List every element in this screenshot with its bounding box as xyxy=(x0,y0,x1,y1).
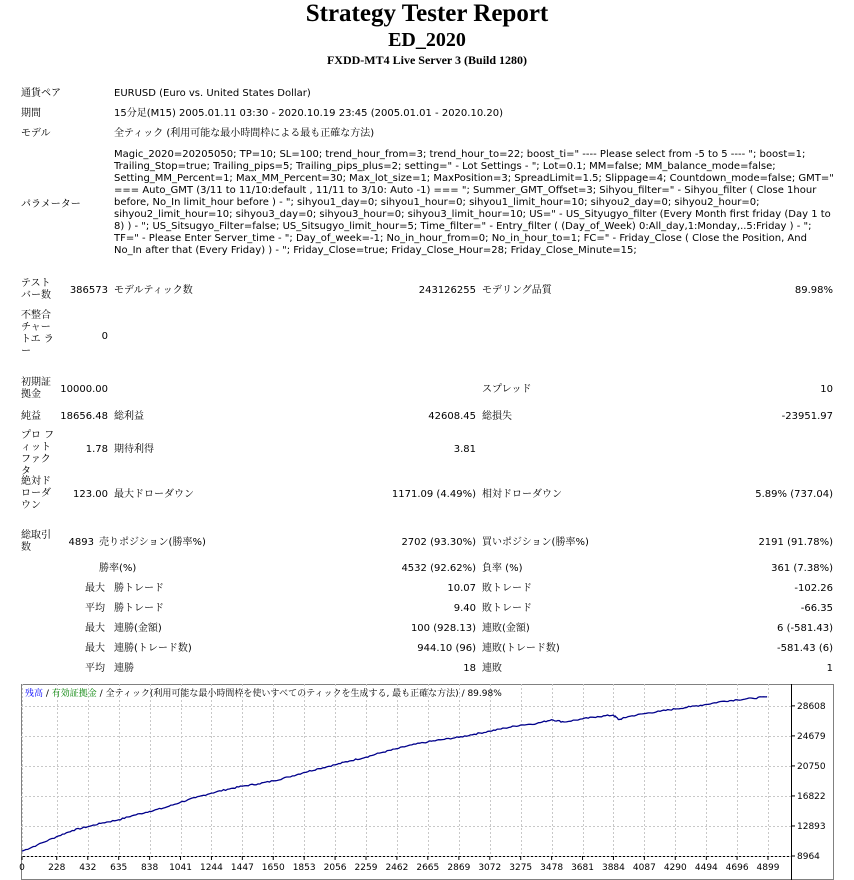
long-label: 買いポジション(勝率%) xyxy=(482,537,589,548)
legend-quality: / 89.98% xyxy=(458,689,502,699)
x-tick-label: 3681 xyxy=(571,863,594,873)
abs-dd-value: 123.00 xyxy=(73,489,108,500)
avg-consec-losses-label: 連敗 xyxy=(482,663,502,674)
consec-loss-label: 連敗(トレード数) xyxy=(482,643,560,654)
win-rate-label: 勝率(%) xyxy=(99,563,137,574)
rel-dd-label: 相対ドローダウン xyxy=(482,489,562,500)
chart-frame xyxy=(22,685,834,880)
consec-loss-value: -581.43 (6) xyxy=(777,643,833,654)
ticks-value: 243126255 xyxy=(418,285,476,296)
model-label: モデル xyxy=(21,128,51,139)
x-tick-label: 1853 xyxy=(292,863,316,873)
gross-loss-value: -23951.97 xyxy=(781,411,833,422)
x-tick-label: 2259 xyxy=(354,863,378,873)
legend-separator: / xyxy=(96,689,106,699)
y-tick-label: 12893 xyxy=(797,821,826,832)
gross-loss-label: 総損失 xyxy=(482,411,512,422)
largest-win-value: 10.07 xyxy=(447,583,476,594)
x-tick-label: 4087 xyxy=(632,863,656,873)
avg-consec-losses-value: 1 xyxy=(826,663,833,674)
period-label: 期間 xyxy=(21,108,41,119)
server-name: FXDD-MT4 Live Server 3 (Build 1280) xyxy=(326,53,528,67)
max-consec-label: 最大 xyxy=(85,623,105,634)
x-tick-label: 3478 xyxy=(540,863,564,873)
max-dd-label: 最大ドローダウン xyxy=(114,489,194,500)
spread-value: 10 xyxy=(820,384,833,395)
abs-dd-label: 絶対ド ローダ ウン xyxy=(21,476,51,511)
x-tick-label: 1244 xyxy=(199,863,223,873)
pf-label: プロ フィット ファクタ xyxy=(21,430,55,477)
largest-loss-value: -102.26 xyxy=(794,583,833,594)
period-value: 15分足(M15) 2005.01.11 03:30 - 2020.10.19 23:45 (2005.01.01 - 2020.10.20) xyxy=(114,108,503,119)
x-tick-label: 228 xyxy=(48,863,66,873)
avg-win-value: 9.40 xyxy=(453,603,476,614)
x-tick-label: 4494 xyxy=(694,863,718,873)
x-tick-label: 4290 xyxy=(663,863,687,873)
spread-label: スプレッド xyxy=(482,384,532,395)
consec-profit-value: 944.10 (96) xyxy=(417,643,476,654)
mismatch-label: 不整合 チャー トエ ラー xyxy=(21,310,54,357)
short-value: 2702 (93.30%) xyxy=(401,537,476,548)
legend-equity: 有効証拠金 xyxy=(51,689,97,699)
largest-label: 最大 xyxy=(85,583,105,594)
consec-wins-money-label: 連勝(金額) xyxy=(114,623,162,634)
x-tick-label: 838 xyxy=(141,863,159,873)
x-tick-label: 2665 xyxy=(416,863,440,873)
chart-legend xyxy=(25,686,502,699)
consec-wins-money-value: 100 (928.13) xyxy=(410,623,476,634)
expected-label: 期待利得 xyxy=(114,444,154,455)
x-tick-label: 3275 xyxy=(509,863,533,873)
params-label: パラメーター xyxy=(21,199,81,210)
avg-consec-label: 平均 xyxy=(85,663,105,674)
gross-profit-value: 42608.45 xyxy=(428,411,476,422)
avg-loss-value: -66.35 xyxy=(800,603,833,614)
y-tick-label: 28608 xyxy=(797,701,826,712)
x-tick-label: 1447 xyxy=(230,863,254,873)
x-tick-label: 3072 xyxy=(478,863,502,873)
gross-profit-label: 総利益 xyxy=(114,411,144,422)
deposit-value: 10000.00 xyxy=(60,384,108,395)
bars-value: 386573 xyxy=(69,285,108,296)
x-tick-label: 2869 xyxy=(447,863,471,873)
win-rate-value: 4532 (92.62%) xyxy=(401,563,476,574)
x-tick-label: 3884 xyxy=(601,863,625,873)
quality-label: モデリング品質 xyxy=(482,285,552,296)
legend-balance: 残高 xyxy=(25,689,44,699)
x-tick-label: 1041 xyxy=(169,863,192,873)
legend-model: 全ティック(利用可能な最小時間枠を使いすべてのティックを生成する, 最も正確な方法) xyxy=(105,689,459,699)
deposit-label: 初期証 拠金 xyxy=(21,377,51,400)
short-label: 売りポジション(勝率%) xyxy=(99,537,206,548)
expected-value: 3.81 xyxy=(453,444,476,455)
balance-chart-svg xyxy=(21,684,834,880)
symbol-value: EURUSD (Euro vs. United States Dollar) xyxy=(114,88,311,99)
largest-win-label: 勝トレード xyxy=(114,583,164,594)
net-value: 18656.48 xyxy=(60,411,108,422)
avg-loss-label: 敗トレード xyxy=(482,603,532,614)
x-tick-label: 635 xyxy=(110,863,128,873)
average-label: 平均 xyxy=(85,603,105,614)
bars-label: テスト バー数 xyxy=(21,278,51,301)
quality-value: 89.98% xyxy=(794,285,833,296)
model-value: 全ティック (利用可能な最小時間枠による最も正確な方法) xyxy=(114,128,375,139)
max-dd-value: 1171.09 (4.49%) xyxy=(391,489,476,500)
x-tick-label: 2056 xyxy=(323,863,347,873)
x-tick-label: 432 xyxy=(79,863,97,873)
balance-series-line xyxy=(22,697,767,851)
loss-rate-label: 負率 (%) xyxy=(482,563,523,574)
x-tick-label: 0 xyxy=(19,863,25,873)
symbol-label: 通貨ペア xyxy=(21,88,61,99)
loss-rate-value: 361 (7.38%) xyxy=(771,563,833,574)
x-tick-label: 4696 xyxy=(725,863,749,873)
mismatch-value: 0 xyxy=(101,331,108,342)
largest-loss-label: 敗トレード xyxy=(482,583,532,594)
x-tick-label: 2462 xyxy=(385,863,409,873)
max-consec-trades-label: 最大 xyxy=(85,643,105,654)
y-tick-label: 8964 xyxy=(797,852,820,862)
avg-win-label: 勝トレード xyxy=(114,603,164,614)
y-tick-label: 20750 xyxy=(797,761,826,772)
y-tick-label: 24679 xyxy=(797,731,826,742)
consec-profit-label: 連勝(トレード数) xyxy=(114,643,192,654)
avg-consec-wins-value: 18 xyxy=(463,663,476,674)
x-tick-label: 4899 xyxy=(756,863,780,873)
avg-consec-wins-label: 連勝 xyxy=(114,663,134,674)
expert-name: ED_2020 xyxy=(388,29,466,51)
legend-separator: / xyxy=(43,689,52,699)
consec-losses-money-label: 連敗(金額) xyxy=(482,623,530,634)
ticks-label: モデルティック数 xyxy=(114,285,193,296)
x-tick-label: 1650 xyxy=(261,863,285,873)
report-title: Strategy Tester Report xyxy=(305,0,549,27)
params-value: Magic_2020=20205050; TP=10; SL=100; trend_hour_from=3; trend_hour_to=22; boost_ti=" ---- Please select from -5 to 5 ---- "; boost=1; Trailing_Stop=true; Trailing_pips=5; Trailing_pips_plus=2; setting=" - Lot Settings - "; Lot=0.1; MM=false; MM_balance_mode=false; Setting_MM_Percent=1; Max_MM_Percent=30; Max_lot_size=1; MaxPosition=3; SpreadLimit=1.5; Slippage=4; Countdown_mode=false; GMT=" === Auto_GMT (3/11 to 11/10:default , 11/11 to 3/10: Auto -1) === "; Summer_GMT_Offset=3; Sihyou_filter=" - Sihyou_filter ( Close 1hour before, No_In limit_hour before ) - "; sihyou1_day=0; sihyou1_hour=0; sihyou1_limit_hour=10; sihyou2_day=0; sihyou2_hour=0; sihyou2_limit_hour=10; sihyou3_day=0; sihyou3_hour=0; sihyou3_limit_hour=10; US=" - US_Sityugyo_filter (Every Month first friday (Day 1 to 8) ) - "; US_Sitsugyo_Filter=false; US_Sitsugyo_limit_hour=5; Time_filter=" - Entry_filter ( (Day_of_Week) 0:All_day,1:Monday,..5:Friday ) - "; TF=" - Please Enter Server_time - "; Day_of_week=-1; No_in_hour_from=0; No_in_hour_to=1; FC=" - Friday_Close ( Close the Position, And No_In after that (Every Friday) ) - "; Friday_Close=true; Friday_Close_Hour=28; Friday_Close_Minute=15; xyxy=(114,149,834,256)
rel-dd-value: 5.89% (737.04) xyxy=(755,489,833,500)
pf-value: 1.78 xyxy=(85,444,108,455)
balance-chart xyxy=(21,684,834,880)
consec-losses-money-value: 6 (-581.43) xyxy=(777,623,833,634)
long-value: 2191 (91.78%) xyxy=(758,537,833,548)
y-tick-label: 16822 xyxy=(797,791,826,802)
trades-value: 4893 xyxy=(68,537,94,548)
net-label: 純益 xyxy=(21,411,41,422)
trades-label: 総取引 数 xyxy=(21,530,51,553)
